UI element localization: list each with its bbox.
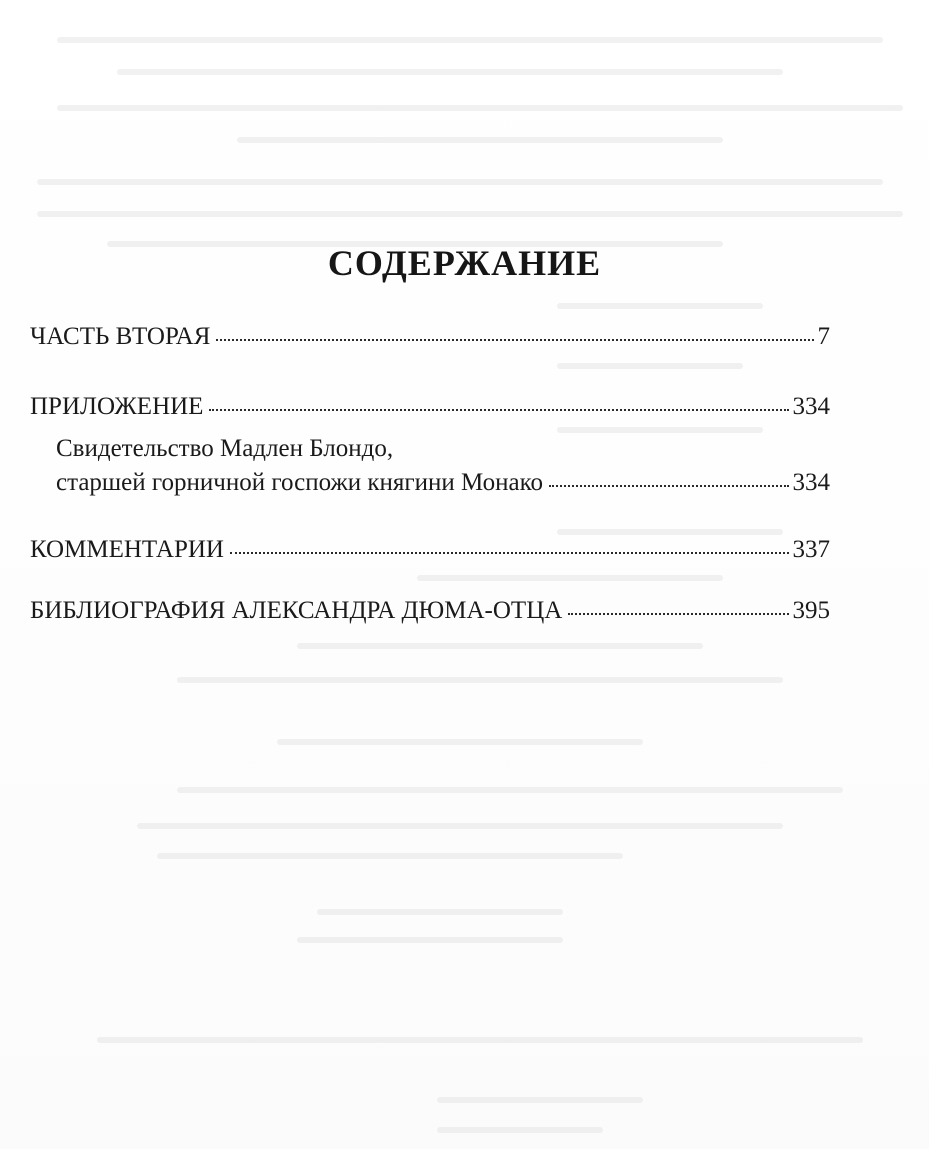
dot-leader (549, 485, 789, 487)
toc-subentry-first-line: Свидетельство Мадлен Блондо, (56, 435, 394, 462)
toc-page-number: 7 (817, 323, 830, 350)
toc-entry-label: БИБЛИОГРАФИЯ АЛЕКСАНДРА ДЮМА-ОТЦА (30, 597, 563, 624)
toc-page-number: 334 (792, 469, 830, 496)
dot-leader (230, 552, 789, 554)
dot-leader (568, 613, 788, 615)
toc-entry-bibliography (30, 596, 830, 626)
toc-entry-commentary (30, 535, 830, 565)
toc-subentry-testimony (56, 468, 830, 498)
toc-entry-label: КОММЕНТАРИИ (30, 536, 224, 563)
toc-entry-appendix (30, 392, 830, 422)
toc-entry-part-two (30, 322, 830, 352)
dot-leader (209, 409, 788, 411)
toc-entry-label: ПРИЛОЖЕНИЕ (30, 393, 204, 420)
toc-page-number: 334 (792, 393, 830, 420)
toc-entry-label: ЧАСТЬ ВТОРАЯ (30, 323, 211, 350)
toc-page-number: 395 (792, 597, 830, 624)
toc-page-number: 337 (792, 536, 830, 563)
page-title: СОДЕРЖАНИЕ (327, 243, 602, 283)
toc-entry-label: старшей горничной госпожи княгини Монако (56, 469, 543, 496)
dot-leader (216, 339, 813, 341)
